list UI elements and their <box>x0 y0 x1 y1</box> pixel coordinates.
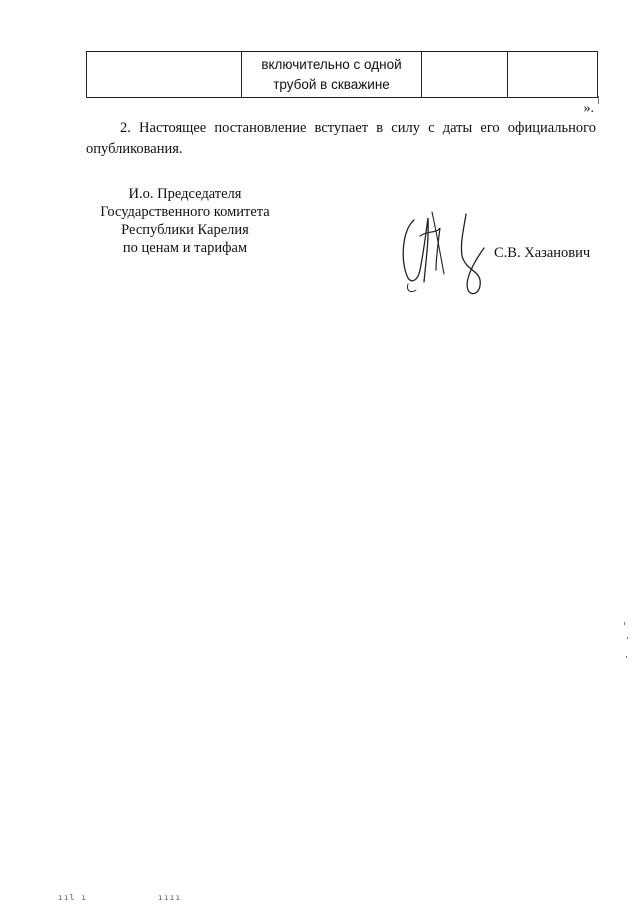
paragraph-effective-date <box>86 118 596 160</box>
table-cell <box>422 52 508 98</box>
handwritten-signature <box>396 200 496 300</box>
table-cell <box>87 52 242 98</box>
closing-quote: ». <box>583 101 594 116</box>
signatory-title-block <box>80 185 290 257</box>
footer-barcode-right: ıııı <box>158 893 182 902</box>
scan-artifact <box>624 622 625 625</box>
signatory-title-line: И.о. Председателя <box>128 186 242 202</box>
footer-barcode-left: ııl ı <box>58 893 88 902</box>
paragraph-text: 2. Настоящее постановление вступает в силу с даты его официального опубликования. <box>86 120 596 157</box>
table-cell-text-line: включительно с одной <box>261 56 402 72</box>
scan-artifact <box>627 637 628 639</box>
signatory-title-line: Республики Карелия <box>121 222 249 238</box>
signatory-title-line: по ценам и тарифам <box>122 240 248 256</box>
table-row <box>87 52 598 98</box>
table-cell <box>508 52 598 98</box>
tariff-table-fragment <box>86 51 598 98</box>
table-cell-description <box>242 52 422 98</box>
signer-name: С.В. Хазанович <box>494 245 591 261</box>
scan-artifact <box>598 96 599 104</box>
scan-artifact <box>626 656 627 658</box>
table-cell-text-line: трубой в скважине <box>273 76 390 92</box>
signatory-title-line: Государственного комитета <box>100 204 270 220</box>
